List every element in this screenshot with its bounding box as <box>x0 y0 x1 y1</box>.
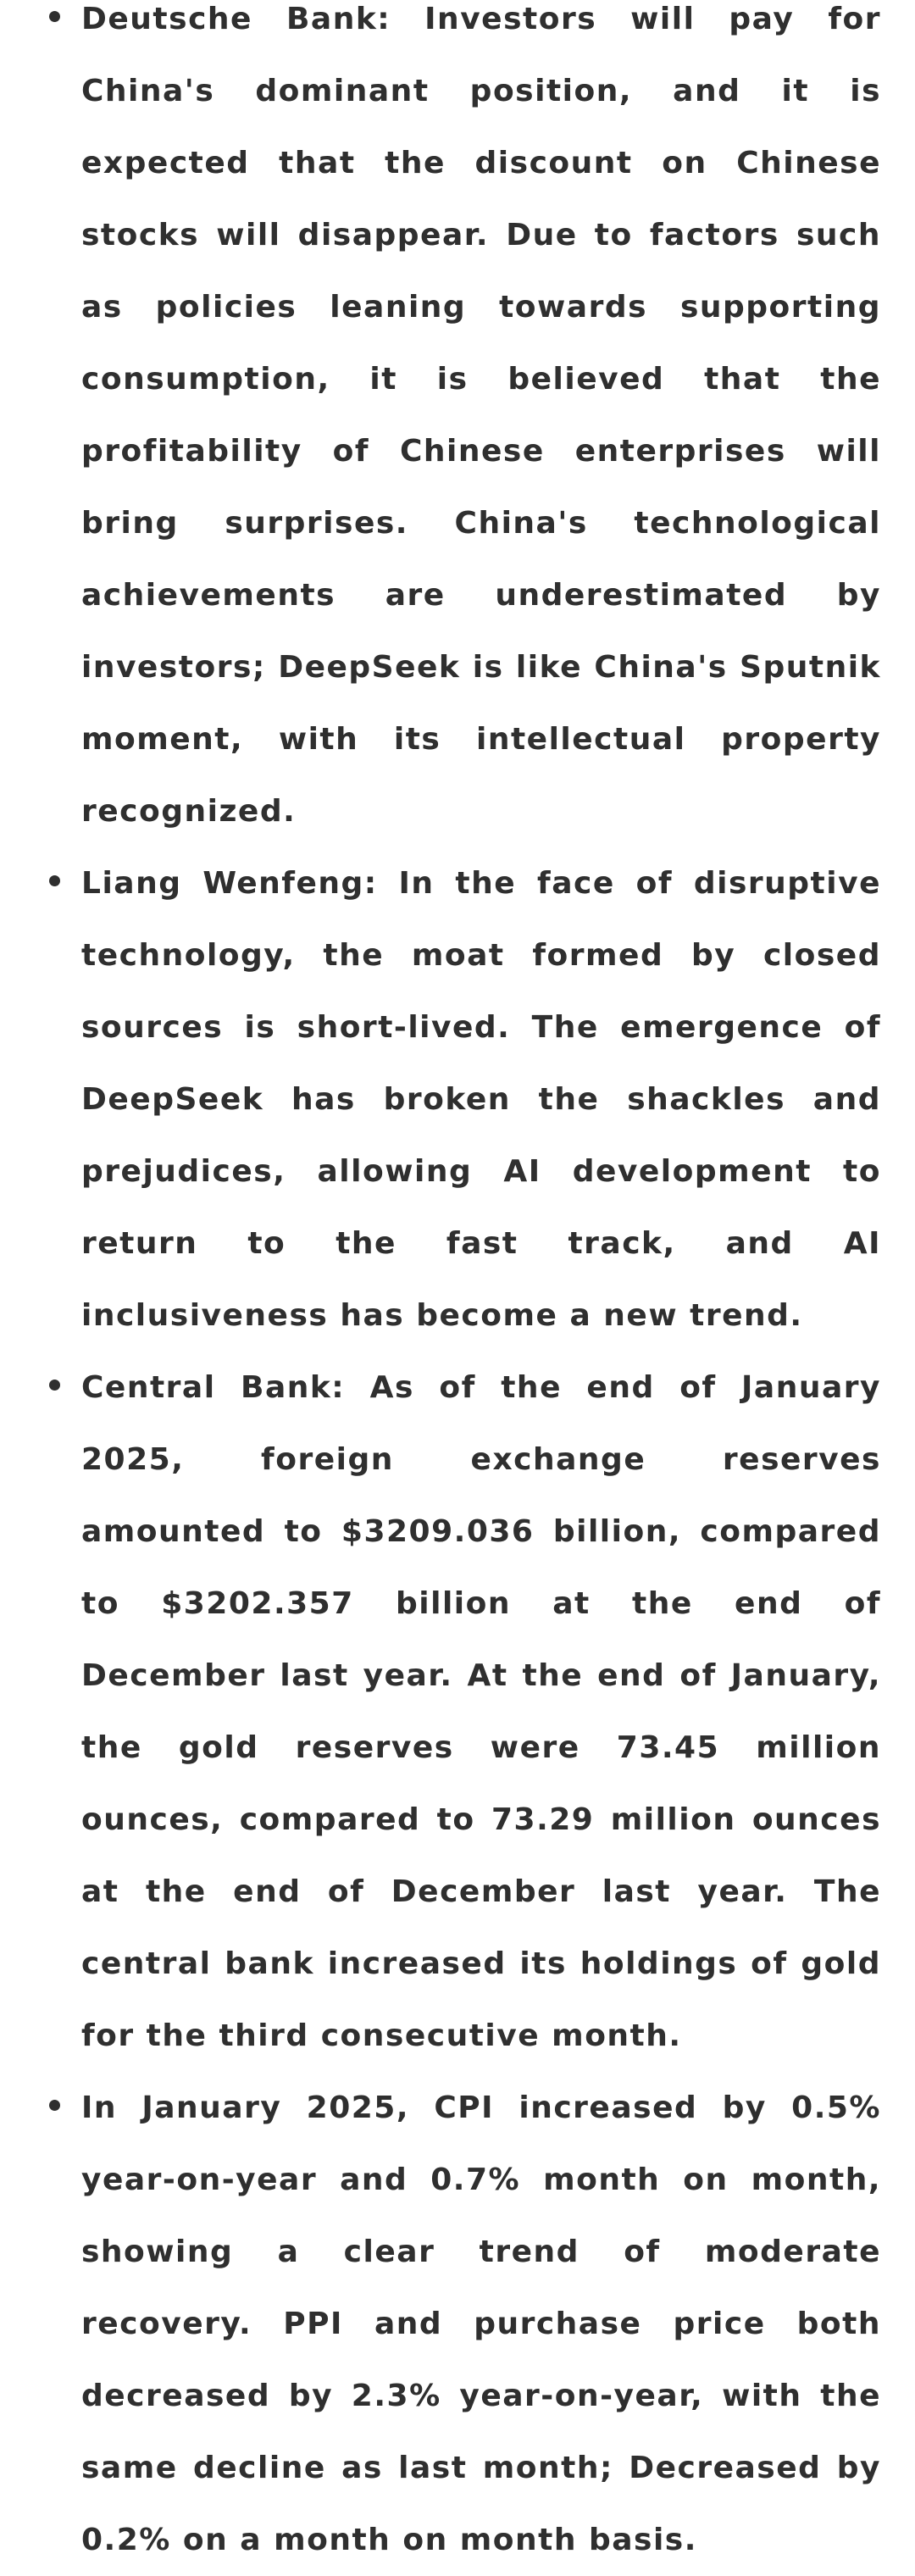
list-item <box>0 0 881 847</box>
list-item-text: In January 2025, CPI increased by 0.5% year-on-year and 0.7% month on month, showing a clear trend of moderate recovery. PPI and purchase price both decreased by 2.3% year-on-year, with the same decline as last month; Decreased by 0.2% on a month on month basis. <box>81 2090 881 2557</box>
list-item-text: Central Bank: As of the end of January 2025, foreign exchange reserves amounted to $3209.036 billion, compared to $3202.357 billion at the end of December last year. At the end of January, the gold reserves were 73.45 million ounces, compared to 73.29 million ounces at the end of December last year. The central bank increased its holdings of gold for the third consecutive month. <box>81 1370 881 2053</box>
list-item <box>0 847 881 1352</box>
list-item <box>0 2072 881 2576</box>
bullet-dot-icon <box>49 2100 60 2111</box>
bullet-dot-icon <box>49 11 60 22</box>
bullet-dot-icon <box>49 875 60 886</box>
list-item <box>0 1352 881 2072</box>
list-item-text: Liang Wenfeng: In the face of disruptive technology, the moat formed by closed sources is short-lived. The emergence of DeepSeek has broken the shackles and prejudices, allowing AI development to return to the fast track, and AI inclusiveness has become a new trend. <box>81 866 881 1333</box>
bullet-dot-icon <box>49 1380 60 1391</box>
list-item-text: Deutsche Bank: Investors will pay for China's dominant position, and it is expected that the discount on Chinese stocks will disappear. Due to factors such as policies leaning towards supporting consumption, it is believed that the profitability of Chinese enterprises will bring surprises. China's technological achievements are underestimated by investors; DeepSeek is like China's Sputnik moment, with its intellectual property recognized. <box>81 2 881 829</box>
